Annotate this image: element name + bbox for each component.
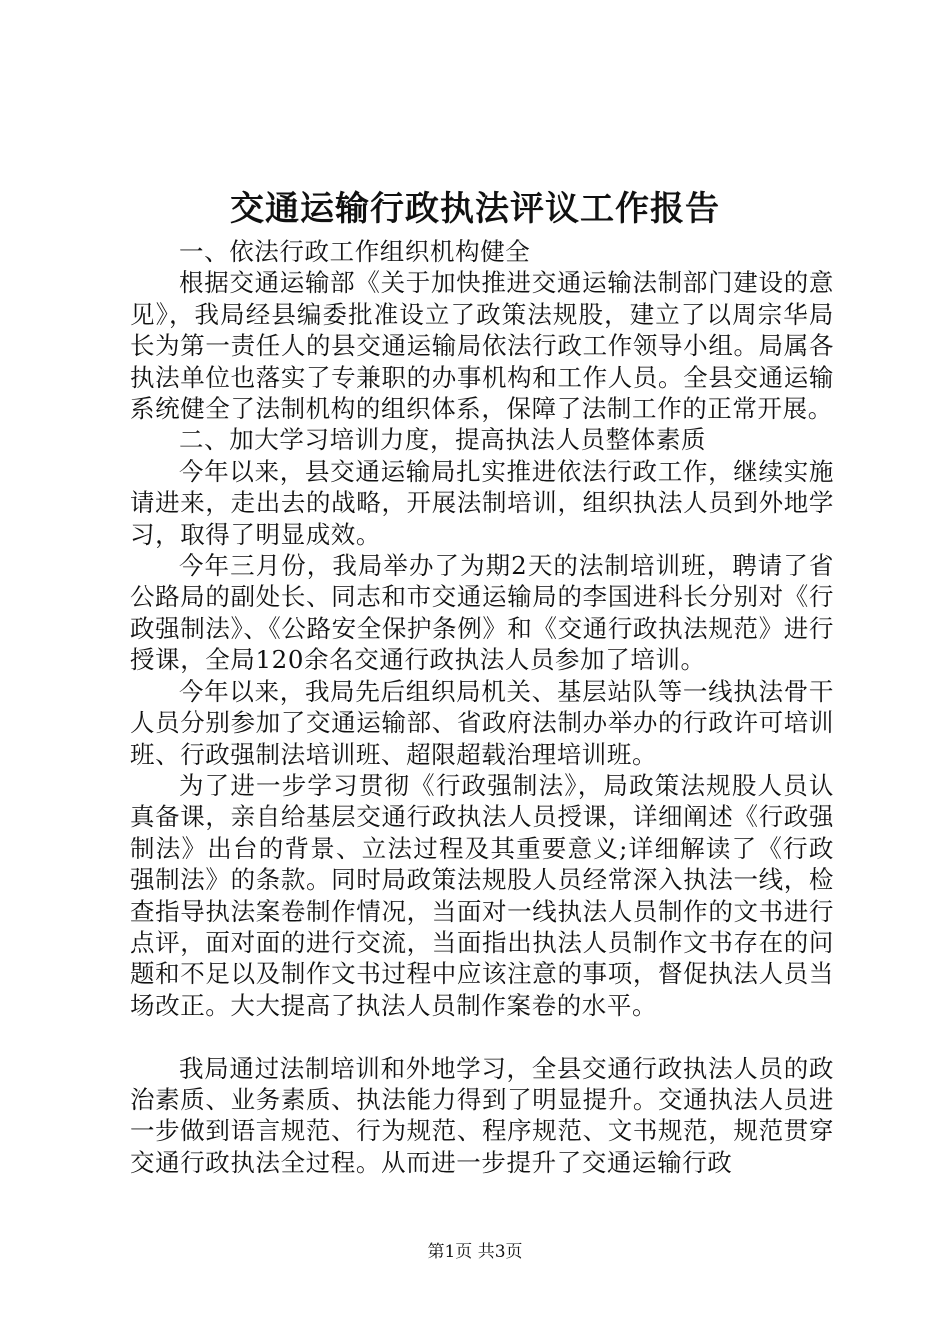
body-paragraph: 根据交通运输部《关于加快推进交通运输法制部门建设的意见》，我局经县编委批准设立了政策法规股，建立了以周宗华局长为第一责任人的县交通运输局依法行政工作领导小组。局属各执法单位也落实了专兼职的办事机构和工作人员。全县交通运输系统健全了法制机构的组织体系，保障了法制工作的正常开展。 — [130, 268, 834, 424]
body-paragraph: 今年三月份，我局举办了为期2天的法制培训班，聘请了省公路局的副处长、同志和市交通运输局的李国进科长分别对《行政强制法》、《公路安全保护条例》和《交通行政执法规范》进行授课，全局120余名交通行政执法人员参加了培训。 — [130, 551, 834, 675]
section-heading-1: 一、依法行政工作组织机构健全 — [179, 237, 531, 266]
document-title: 交通运输行政执法评议工作报告 — [230, 189, 720, 229]
body-paragraph: 为了进一步学习贯彻《行政强制法》，局政策法规股人员认真备课，亲自给基层交通行政执法人员授课，详细阐述《行政强制法》出台的背景、立法过程及其重要意义;详细解读了《行政强制法》的条款。同时局政策法规股人员经常深入执法一线，检查指导执法案卷制作情况，当面对一线执法人员制作的文书进行点评，面对面的进行交流，当面指出执法人员制作文书存在的问题和不足以及制作文书过程中应该注意的事项，督促执法人员当场改正。大大提高了执法人员制作案卷的水平。 — [130, 770, 834, 1020]
section-heading-2: 二、加大学习培训力度，提高执法人员整体素质 — [179, 425, 707, 455]
document-body — [130, 236, 834, 1178]
body-paragraph: 我局通过法制培训和外地学习，全县交通行政执法人员的政治素质、业务素质、执法能力得到了明显提升。交通执法人员进一步做到语言规范、行为规范、程序规范、文书规范，规范贯穿交通行政执法全过程。从而进一步提升了交通运输行政 — [130, 1053, 834, 1177]
body-paragraph: 今年以来，我局先后组织局机关、基层站队等一线执法骨干人员分别参加了交通运输部、省政府法制办举办的行政许可培训班、行政强制法培训班、超限超载治理培训班。 — [130, 676, 834, 769]
page-number: 第1页 共3页 — [427, 1242, 523, 1262]
paragraph-spacer — [130, 1021, 834, 1052]
body-paragraph: 今年以来，县交通运输局扎实推进依法行政工作，继续实施请进来，走出去的战略，开展法制培训，组织执法人员到外地学习，取得了明显成效。 — [130, 456, 834, 549]
